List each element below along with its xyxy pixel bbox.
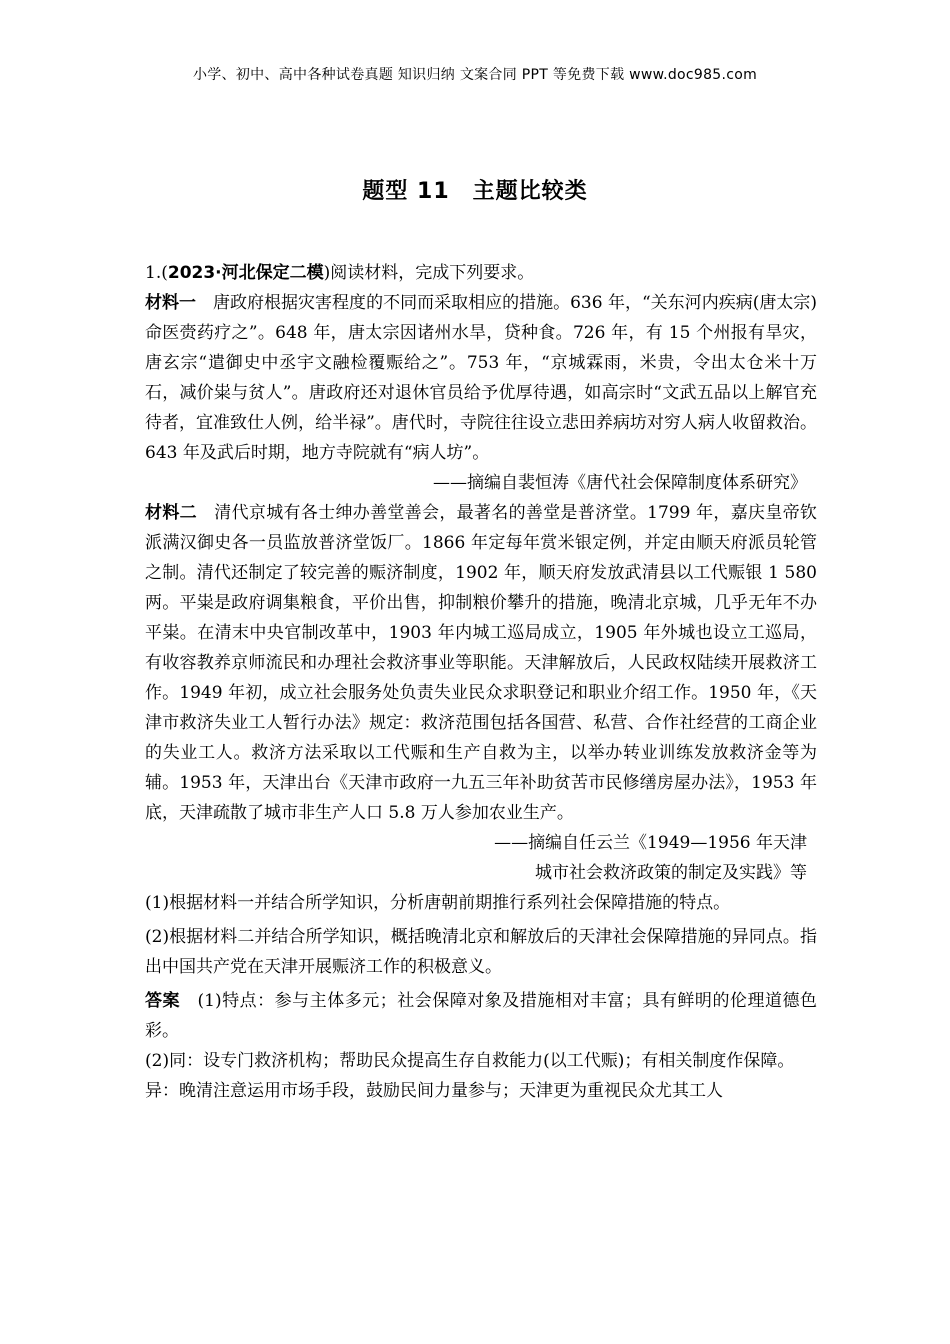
answer-label: 答案 — [145, 991, 181, 1011]
sub-question-2: (2)根据材料二并结合所学知识，概括晚清北京和解放后的天津社会保障措施的异同点。指出中国共产党在天津开展赈济工作的积极意义。 — [145, 927, 817, 977]
question-source: 2023·河北保定二模 — [167, 263, 324, 283]
page-title: 题型 11 主题比较类 — [362, 179, 588, 204]
material-one-label: 材料一 — [145, 293, 197, 313]
material-one-text: 唐政府根据灾害程度的不同而采取相应的措施。636 年，“关东河内疾病(唐太宗)命医赍药疗之”。648 年，唐太宗因诸州水旱，贷种食。726 年，有 15 个州报有旱灾，唐玄宗“遣御史中丞宇文融检覆赈给之”。753 年，“京城霖雨，米贵，令出太仓米十万石，减价粜与贫人”。唐政府还对退休官员给予优厚待遇，如高宗时“文武五品以上解官充待者，宜准致仕人例，给半禄”。唐代时，寺院往往设立悲田养病坊对穷人病人收留救治。643 年及武后时期，地方寺院就有“病人坊”。 — [145, 293, 817, 463]
answer-text-1: (1)特点：参与主体多元；社会保障对象及措施相对丰富；具有鲜明的伦理道德色彩。 — [145, 991, 817, 1041]
material-two-citation-line-2: 城市社会救济政策的制定及实践》等 — [535, 863, 807, 883]
sub-question-1: (1)根据材料一并结合所学知识，分析唐朝前期推行系列社会保障措施的特点。 — [145, 893, 731, 913]
answer-part-3: 异：晚清注意运用市场手段，鼓励民间力量参与；天津更为重视民众尤其工人 — [145, 1081, 723, 1101]
question-stem — [145, 258, 817, 288]
document-body — [145, 258, 817, 1106]
answer-part-1 — [145, 986, 817, 1046]
material-two — [145, 498, 817, 828]
material-one-citation: ——摘编自裴恒涛《唐代社会保障制度体系研究》 — [433, 473, 807, 493]
material-one — [145, 288, 817, 468]
material-two-citation-line-1: ——摘编自任云兰《1949—1956 年天津 — [494, 833, 807, 853]
question-number: 1.( — [145, 263, 168, 283]
answer-part-2: (2)同：设专门救济机构；帮助民众提高生存自救能力(以工代赈)；有相关制度作保障。 — [145, 1051, 795, 1071]
material-two-label: 材料二 — [145, 503, 197, 523]
page-header: 小学、初中、高中各种试卷真题 知识归纳 文案合同 PPT 等免费下载 www.doc985.com — [192, 67, 758, 83]
question-instruction: )阅读材料，完成下列要求。 — [323, 263, 535, 283]
material-two-text: 清代京城有各士绅办善堂善会，最著名的善堂是普济堂。1799 年，嘉庆皇帝钦派满汉御史各一员监放普济堂饭厂。1866 年定每年赏米银定例，并定由顺天府派员轮管之制。清代还制定了较完善的赈济制度，1902 年，顺天府发放武清县以工代赈银 1 580 两。平粜是政府调集粮食，平价出售，抑制粮价攀升的措施，晚清北京城，几乎无年不办平粜。在清末中央官制改革中，1903 年内城工巡局成立，1905 年外城也设立工巡局，有收容教养京师流民和办理社会救济事业等职能。天津解放后，人民政权陆续开展救济工作。1949 年初，成立社会服务处负责失业民众求职登记和职业介绍工作。1950 年，《天津市救济失业工人暂行办法》规定：救济范围包括各国营、私营、合作社经营的工商企业的失业工人。救济方法采取以工代赈和生产自救为主，以举办转业训练发放救济金等为辅。1953 年，天津出台《天津市政府一九五三年补助贫苦市民修缮房屋办法》，1953 年底，天津疏散了城市非生产人口 5.8 万人参加农业生产。 — [145, 503, 818, 823]
